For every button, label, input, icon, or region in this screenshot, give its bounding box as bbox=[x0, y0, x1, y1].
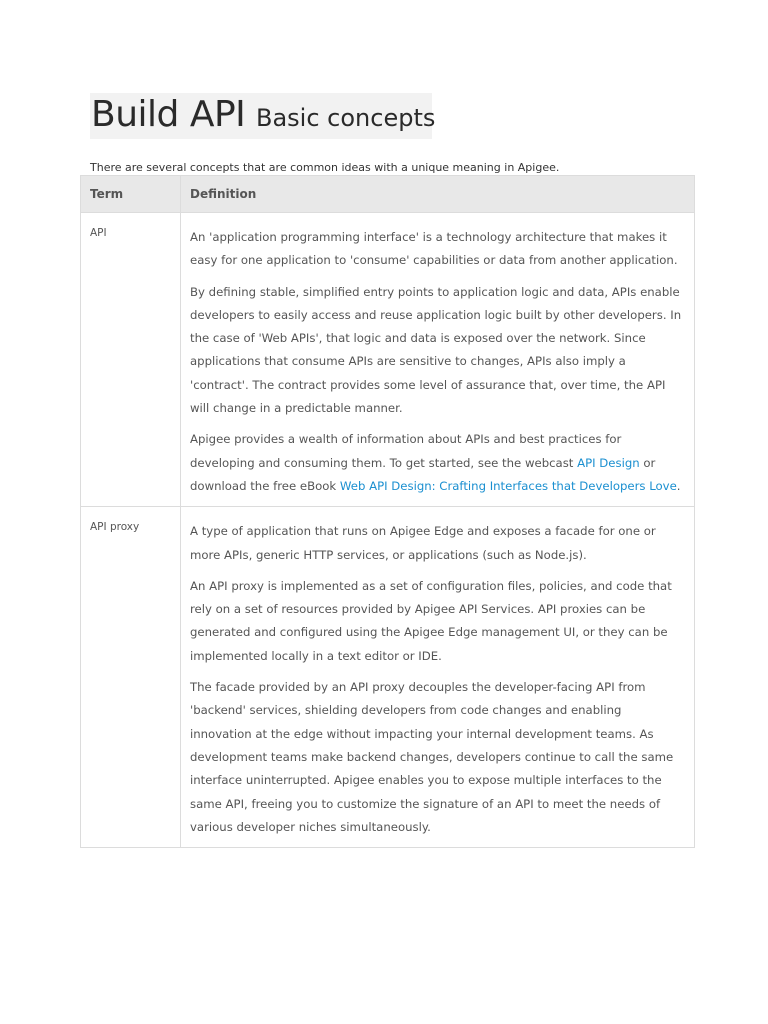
definition-paragraph: An 'application programming interface' is a technology architecture that makes it easy for one application to 'consume' capabilities or data from another application. bbox=[190, 230, 678, 268]
header-term: Term bbox=[81, 176, 181, 213]
intro-text: There are several concepts that are common ideas with a unique meaning in Apigee. bbox=[90, 161, 560, 174]
definition-paragraph bbox=[190, 428, 685, 498]
definition-cell bbox=[181, 213, 695, 507]
web-api-design-ebook-link[interactable]: Web API Design: Crafting Interfaces that Developers Love bbox=[339, 478, 677, 493]
page-title bbox=[90, 93, 436, 139]
paragraph-text: Apigee provides a wealth of information about APIs and best practices for developing and consuming them. To get started, see the webcast bbox=[190, 432, 622, 470]
definition-paragraph: A type of application that runs on Apigee Edge and exposes a facade for one or more APIs, generic HTTP services, or applications (such as Node.js). bbox=[190, 524, 656, 562]
definition-paragraph: The facade provided by an API proxy decouples the developer-facing API from 'backend' services, shielding developers from code changes and enabling innovation at the edge without impacting your internal development teams. As development teams make backend changes, developers continue to call the same interface uninterrupted. Apigee enables you to expose multiple interfaces to the same API, freeing you to customize the signature of an API to meet the needs of various developer niches simultaneously. bbox=[190, 680, 674, 834]
term-cell: API bbox=[81, 213, 181, 507]
page-title-main: Build API bbox=[91, 94, 246, 135]
paragraph-text: or download the free eBook bbox=[190, 455, 656, 493]
table-row bbox=[81, 213, 695, 507]
page-subtitle: Basic concepts bbox=[256, 104, 436, 132]
paragraph-text: . bbox=[676, 478, 681, 493]
api-design-link[interactable]: API Design bbox=[577, 455, 640, 470]
header-definition: Definition bbox=[181, 176, 695, 213]
term-cell: API proxy bbox=[81, 507, 181, 848]
definition-cell bbox=[181, 507, 695, 848]
concepts-table bbox=[80, 175, 695, 848]
table-row bbox=[81, 507, 695, 848]
definition-paragraph: An API proxy is implemented as a set of configuration files, policies, and code that rely on a set of resources provided by Apigee API Services. API proxies can be generated and configured using the Apigee Edge management UI, or they can be implemented locally in a text editor or IDE. bbox=[190, 578, 672, 663]
table-header-row bbox=[81, 176, 695, 213]
definition-paragraph: By defining stable, simplified entry points to application logic and data, APIs enable developers to easily access and reuse application logic built by other developers. In the case of 'Web APIs', that logic and data is exposed over the network. Since applications that consume APIs are sensitive to changes, APIs also imply a 'contract'. The contract provides some level of assurance that, over time, the API will change in a predictable manner. bbox=[190, 284, 682, 416]
